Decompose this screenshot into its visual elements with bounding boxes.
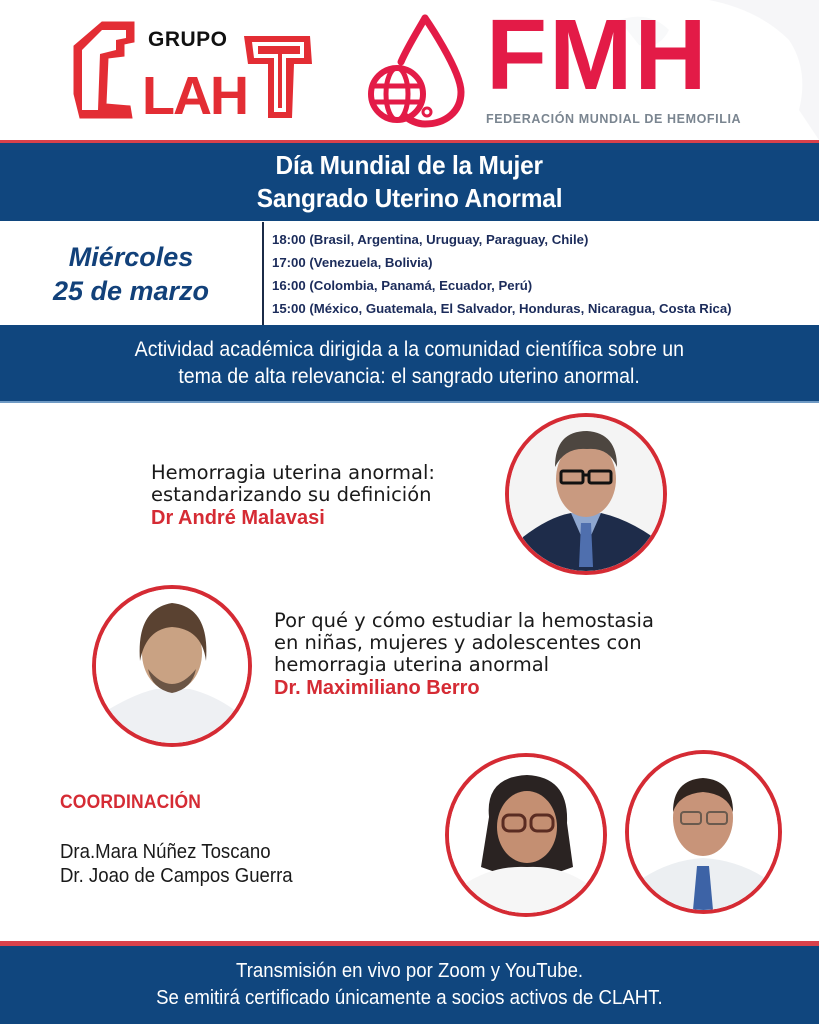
talk-title-line: hemorragia uterina anormal <box>274 653 550 676</box>
event-date <box>0 222 264 325</box>
portrait-man-glasses-suit-icon <box>509 417 663 571</box>
date-schedule-row <box>0 222 819 325</box>
talk-1 <box>151 462 435 530</box>
svg-text:LAH: LAH <box>142 66 247 119</box>
blood-drop-globe-icon <box>365 12 475 130</box>
portrait-man-curly-hair-white-shirt-icon <box>96 589 248 743</box>
grupo-word: GRUPO <box>148 28 228 51</box>
schedule-item: 15:00 (México, Guatemala, El Salvador, Honduras, Nicaragua, Costa Rica) <box>272 301 732 316</box>
coordinator-name: Dr. Joao de Campos Guerra <box>60 865 293 887</box>
event-weekday: Miércoles <box>68 241 194 272</box>
speaker-photo-berro <box>92 585 252 747</box>
footer-line: Se emitirá certificado únicamente a socios activos de CLAHT. <box>156 987 663 1009</box>
coordinator-photo-nunez <box>445 753 607 917</box>
fmh-acronym: FMH <box>486 0 709 111</box>
fmh-subtitle: FEDERACIÓN MUNDIAL DE HEMOFILIA <box>486 112 742 126</box>
event-subtitle: Sangrado Uterino Anormal <box>256 183 563 213</box>
schedule-item: 18:00 (Brasil, Argentina, Uruguay, Paraguay, Chile) <box>272 232 589 247</box>
event-title: Día Mundial de la Mujer <box>275 150 544 180</box>
schedule-item: 16:00 (Colombia, Panamá, Ecuador, Perú) <box>272 278 533 293</box>
footer-band <box>0 946 819 1024</box>
coordination-names <box>60 840 310 888</box>
talk-2 <box>274 610 654 700</box>
description-line: Actividad académica dirigida a la comunidad científica sobre un <box>134 338 685 361</box>
description-band <box>0 325 819 403</box>
coordination-label: COORDINACIÓN <box>60 792 202 813</box>
talk-title-line: estandarizando su definición <box>151 483 432 506</box>
event-day-month: 25 de marzo <box>52 275 210 306</box>
speaker-photo-malavasi <box>505 413 667 575</box>
coordinator-photo-campos <box>625 750 782 914</box>
speaker-name: Dr. Maximiliano Berro <box>274 677 480 699</box>
portrait-woman-glasses-icon <box>449 757 603 913</box>
claht-logo <box>72 14 322 119</box>
schedule-item: 17:00 (Venezuela, Bolivia) <box>272 255 433 270</box>
schedule-list <box>272 228 732 320</box>
talk-title-line: Por qué y cómo estudiar la hemostasia <box>274 609 654 632</box>
speaker-name: Dr André Malavasi <box>151 507 325 529</box>
description-line: tema de alta relevancia: el sangrado uterino anormal. <box>178 365 641 388</box>
coordinator-name: Dra.Mara Núñez Toscano <box>60 841 271 863</box>
header <box>0 0 819 140</box>
title-band <box>0 143 819 221</box>
talk-title-line: en niñas, mujeres y adolescentes con <box>274 631 642 654</box>
talk-title-line: Hemorragia uterina anormal: <box>151 461 435 484</box>
portrait-man-tie-icon <box>629 754 778 910</box>
footer-line: Transmisión en vivo por Zoom y YouTube. <box>235 960 584 982</box>
